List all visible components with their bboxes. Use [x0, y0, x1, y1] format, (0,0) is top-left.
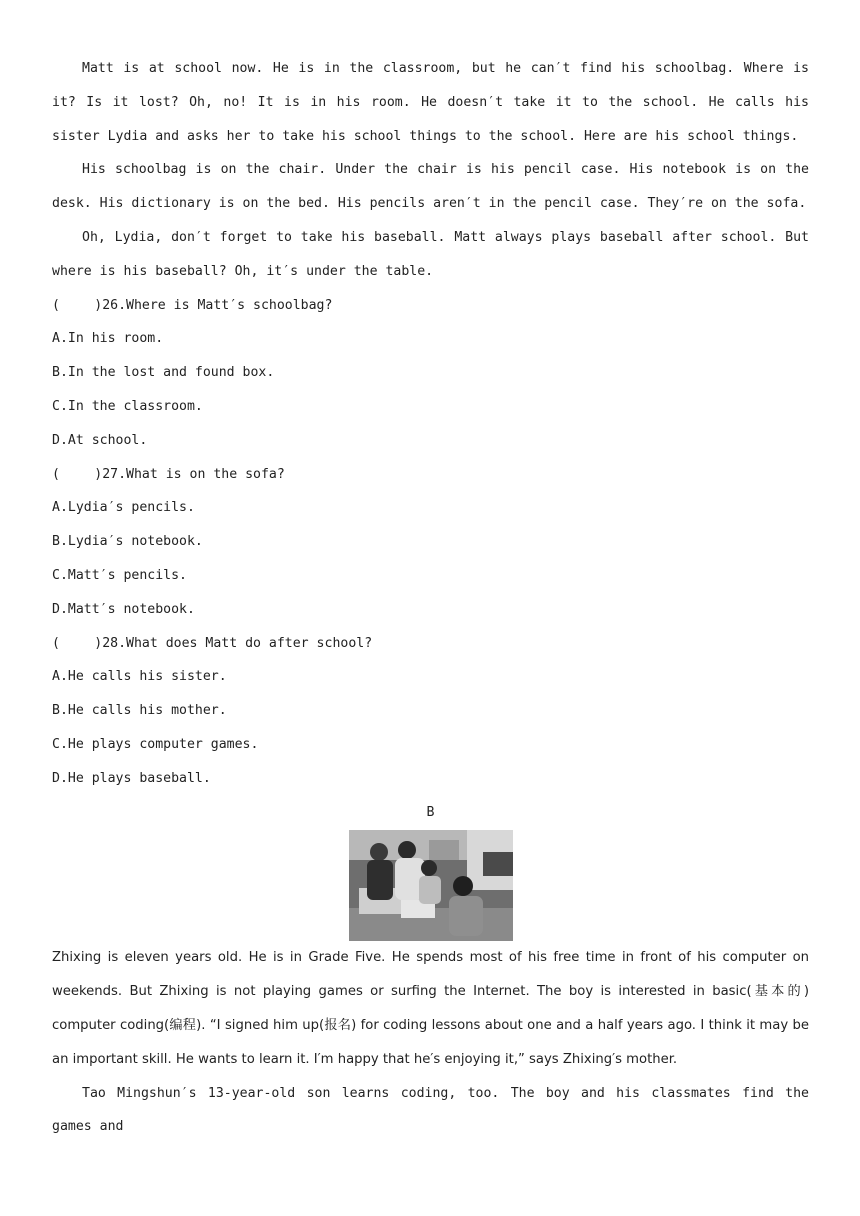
document-page — [52, 52, 809, 1144]
option-b: B.In the lost and found box. — [52, 365, 275, 381]
option-a: A.Lydia′s pencils. — [52, 500, 195, 516]
passage-b-paragraph-1-part-1: Zhixing is eleven years old. He is in Grade Five. He spends most of his free time in front of his computer on weekends. But Zhixing is not playing games or surfing the Internet. The boy is interested in basic(基本的) computer coding(编程). — [52, 950, 809, 1033]
question-28 — [52, 627, 809, 796]
option-c: C.In the classroom. — [52, 398, 203, 414]
passage-b-paragraph-1-quote: “I signed him up(报名) for coding lessons about one and a half years ago. I think it may be an important skill. He wants to learn it. I′m happy that he′s enjoying it,” says Zhixing′s mother. — [52, 1017, 809, 1067]
option-d: D.He plays baseball. — [52, 770, 211, 786]
option-d: D.At school. — [52, 432, 148, 448]
photo-illustration — [349, 830, 513, 941]
option-c: C.He plays computer games. — [52, 736, 259, 752]
option-c: C.Matt′s pencils. — [52, 567, 187, 583]
passage-a-paragraph-1: Matt is at school now. He is in the classroom, but he can′t find his schoolbag. Where is it? Is it lost? Oh, no! It is in his room. He doesn′t take it to the school. He calls his sister Lydia and asks her to take his school things to the school. Here are his school things. — [52, 61, 809, 144]
question-stem: ( )27.What is on the sofa? — [52, 466, 285, 482]
question-27 — [52, 458, 809, 627]
option-b: B.He calls his mother. — [52, 703, 227, 719]
children-coding-photo — [349, 830, 513, 941]
section-b-heading: B — [426, 804, 435, 820]
question-stem: ( )28.What does Matt do after school? — [52, 635, 373, 651]
passage-b-paragraph-1 — [52, 941, 809, 1076]
passage-a-paragraph-3: Oh, Lydia, don′t forget to take his baseball. Matt always plays baseball after school. But where is his baseball? Oh, it′s under the table. — [52, 229, 809, 279]
passage-b-paragraph-2: Tao Mingshun′s 13-year-old son learns coding, too. The boy and his classmates find the games and — [52, 1085, 809, 1135]
passage-a-paragraph-2: His schoolbag is on the chair. Under the chair is his pencil case. His notebook is on the desk. His dictionary is on the bed. His pencils aren′t in the pencil case. They′re on the sofa. — [52, 162, 809, 212]
question-stem: ( )26.Where is Matt′s schoolbag? — [52, 297, 333, 313]
photo-container — [52, 830, 809, 941]
question-26 — [52, 289, 809, 458]
option-d: D.Matt′s notebook. — [52, 601, 195, 617]
option-b: B.Lydia′s notebook. — [52, 534, 203, 550]
option-a: A.In his room. — [52, 331, 164, 347]
option-a: A.He calls his sister. — [52, 669, 227, 685]
